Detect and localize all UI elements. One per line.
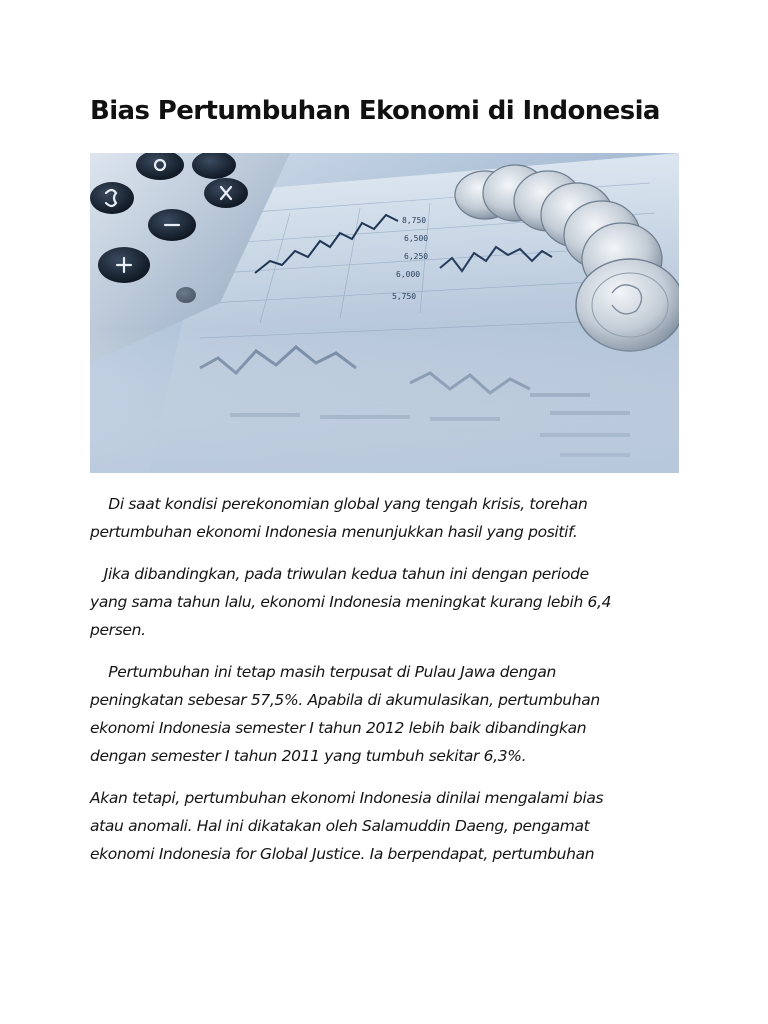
text-line: peningkatan sebesar 57,5%. Apabila di akumulasikan, pertumbuhan [90,691,600,709]
text-line: ekonomi Indonesia for Global Justice. Ia berpendapat, pertumbuhan [90,845,595,863]
text-line: Di saat kondisi perekonomian global yang tengah krisis, torehan [90,495,588,513]
finance-chart-coins-calculator-image [90,153,679,473]
paragraph [90,560,690,644]
text-line: yang sama tahun lalu, ekonomi Indonesia meningkat kurang lebih 6,4 [90,593,612,611]
hero-illustration [90,153,679,473]
text-line: pertumbuhan ekonomi Indonesia menunjukkan hasil yang positif. [90,523,578,541]
text-line: Jika dibandingkan, pada triwulan kedua tahun ini dengan periode [90,565,589,583]
text-line: ekonomi Indonesia semester I tahun 2012 lebih baik dibandingkan [90,719,587,737]
paragraph [90,490,690,546]
text-line: atau anomali. Hal ini dikatakan oleh Salamuddin Daeng, pengamat [90,817,590,835]
article-body [90,490,690,882]
text-line: dengan semester I tahun 2011 yang tumbuh sekitar 6,3%. [90,747,527,765]
paragraph [90,658,690,770]
text-line: Akan tetapi, pertumbuhan ekonomi Indonesia dinilai mengalami bias [90,789,604,807]
paragraph [90,784,690,868]
page-title: Bias Pertumbuhan Ekonomi di Indonesia [90,96,660,126]
text-line: Pertumbuhan ini tetap masih terpusat di Pulau Jawa dengan [90,663,556,681]
text-line: persen. [90,621,146,639]
